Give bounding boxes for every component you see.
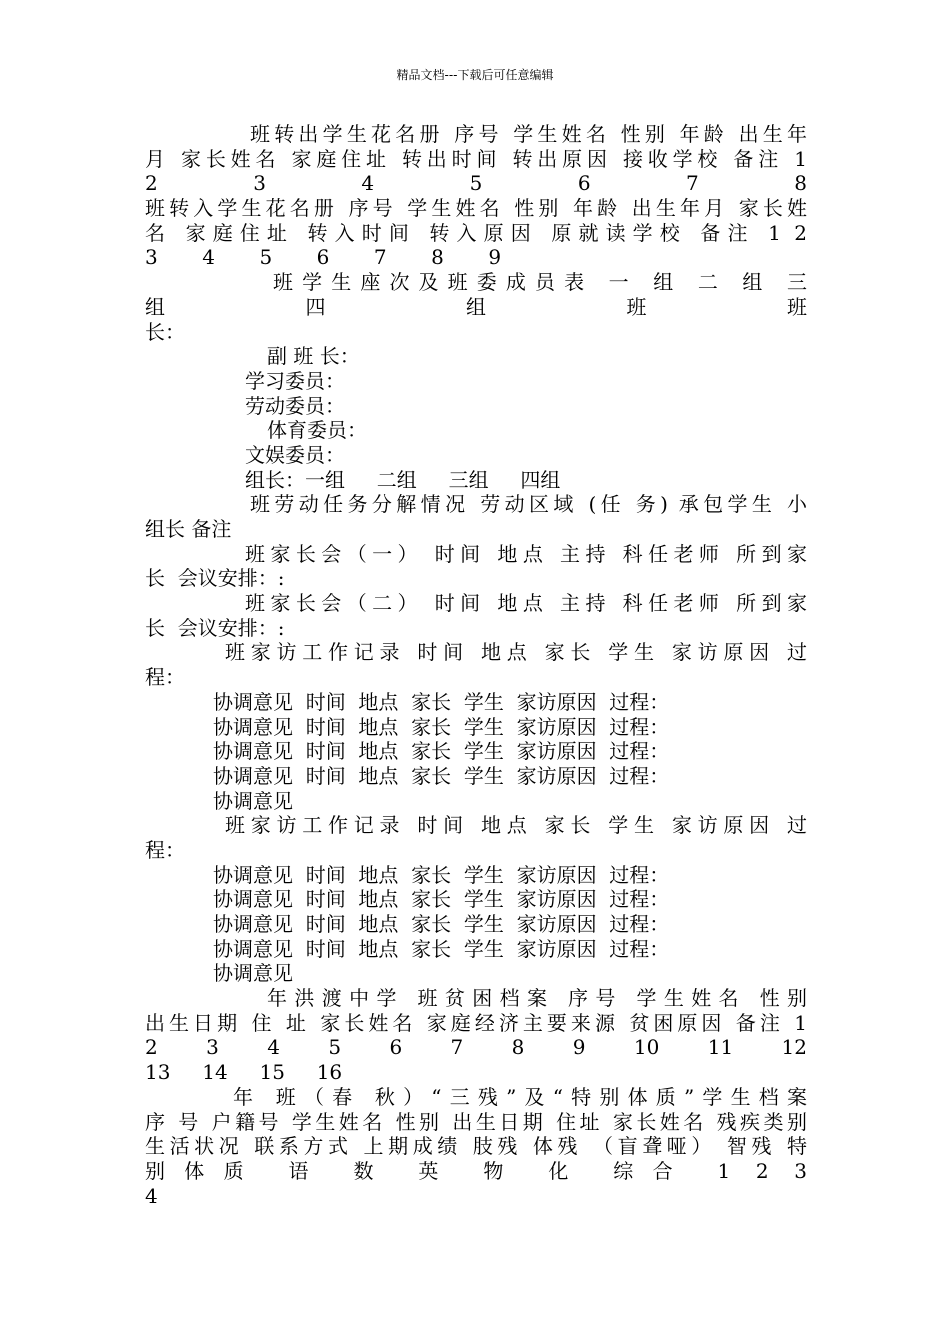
text-line: 生活状况 联系方式 上期成绩 肢残 体残 （盲聋哑） 智残 特: [145, 1134, 807, 1159]
text-line: 月 家长姓名 家庭住址 转出时间 转出原因 接收学校 备注 1: [145, 146, 807, 171]
text-line: 2 3 4 5 6 7 8 9 10 11 12: [145, 1035, 807, 1060]
text-line: 副 班 长：: [267, 344, 360, 369]
text-line: 班家访工作记录 时间 地点 家长 学生 家访原因 过: [225, 640, 807, 665]
text-line: 长 会议安排：:: [145, 615, 285, 640]
text-line: 协调意见 时间 地点 家长 学生 家访原因 过程：: [213, 689, 670, 714]
text-line: 班转入学生花名册 序号 学生姓名 性别 年龄 出生年月 家长姓: [145, 196, 807, 221]
text-line: 文娱委员：: [245, 442, 345, 467]
text-line: 协调意见 时间 地点 家长 学生 家访原因 过程：: [213, 887, 670, 912]
text-line: 劳动委员：: [245, 393, 345, 418]
text-line: 名 家庭住址 转入时间 转入原因 原就读学校 备注 1 2: [145, 220, 807, 245]
text-line: 长：: [145, 319, 185, 344]
text-line: 班家访工作记录 时间 地点 家长 学生 家访原因 过: [225, 813, 807, 838]
text-line: 年 班（春 秋）“三残”及“特别体质”学生档案: [233, 1084, 807, 1109]
text-line: 协调意见 时间 地点 家长 学生 家访原因 过程：: [213, 912, 670, 936]
text-line: 班家长会（二） 时间 地点 主持 科任老师 所到家: [245, 591, 807, 616]
text-line: 序 号 户籍号 学生姓名 性别 出生日期 住址 家长姓名 残疾类别: [145, 1109, 807, 1134]
text-line: 班学生座次及班委成员表 一 组 二 组 三: [273, 270, 807, 295]
text-line: 组长：一组 二组 三组 四组: [245, 467, 561, 492]
text-line: 班劳动任务分解情况 劳动区域 (任 务) 承包学生 小: [250, 492, 807, 517]
page-header: 精品文档---下载后可任意编辑: [396, 68, 554, 82]
text-line: 3 4 5 6 7 8 9: [145, 245, 502, 270]
text-line: 学习委员：: [245, 368, 345, 393]
text-line: 协调意见 时间 地点 家长 学生 家访原因 过程：: [213, 763, 670, 788]
text-line: 班转出学生花名册 序号 学生姓名 性别 年龄 出生年: [250, 122, 807, 146]
text-line: 组长 备注: [145, 517, 232, 541]
text-line: 2 3 4 5 6 7 8: [145, 171, 807, 196]
text-line: 协调意见: [213, 788, 293, 813]
text-line: 协调意见: [213, 961, 293, 986]
text-line: 组 四 组 班 班: [145, 294, 807, 319]
text-line: 出生日期 住 址 家长姓名 家庭经济主要来源 贫困原因 备注 1: [145, 1010, 807, 1035]
text-line: 13 14 15 16: [145, 1060, 343, 1085]
text-line: 程：: [145, 837, 185, 862]
text-line: 别体质 语 数 英 物 化 综合 1 2 3: [145, 1158, 807, 1183]
text-line: 协调意见 时间 地点 家长 学生 家访原因 过程：: [213, 862, 670, 887]
text-line: 体育委员：: [267, 418, 367, 443]
text-line: 长 会议安排：:: [145, 566, 285, 591]
text-line: 班家长会（一） 时间 地点 主持 科任老师 所到家: [245, 541, 807, 566]
text-line: 协调意见 时间 地点 家长 学生 家访原因 过程：: [213, 714, 670, 739]
text-line: 年洪渡中学 班贫困档案 序号 学生姓名 性别: [267, 986, 807, 1011]
document-body: [145, 122, 807, 1208]
text-line: 4: [145, 1183, 158, 1208]
text-line: 程：: [145, 665, 185, 690]
text-line: 协调意见 时间 地点 家长 学生 家访原因 过程：: [213, 739, 670, 764]
text-line: 协调意见 时间 地点 家长 学生 家访原因 过程：: [213, 936, 670, 961]
